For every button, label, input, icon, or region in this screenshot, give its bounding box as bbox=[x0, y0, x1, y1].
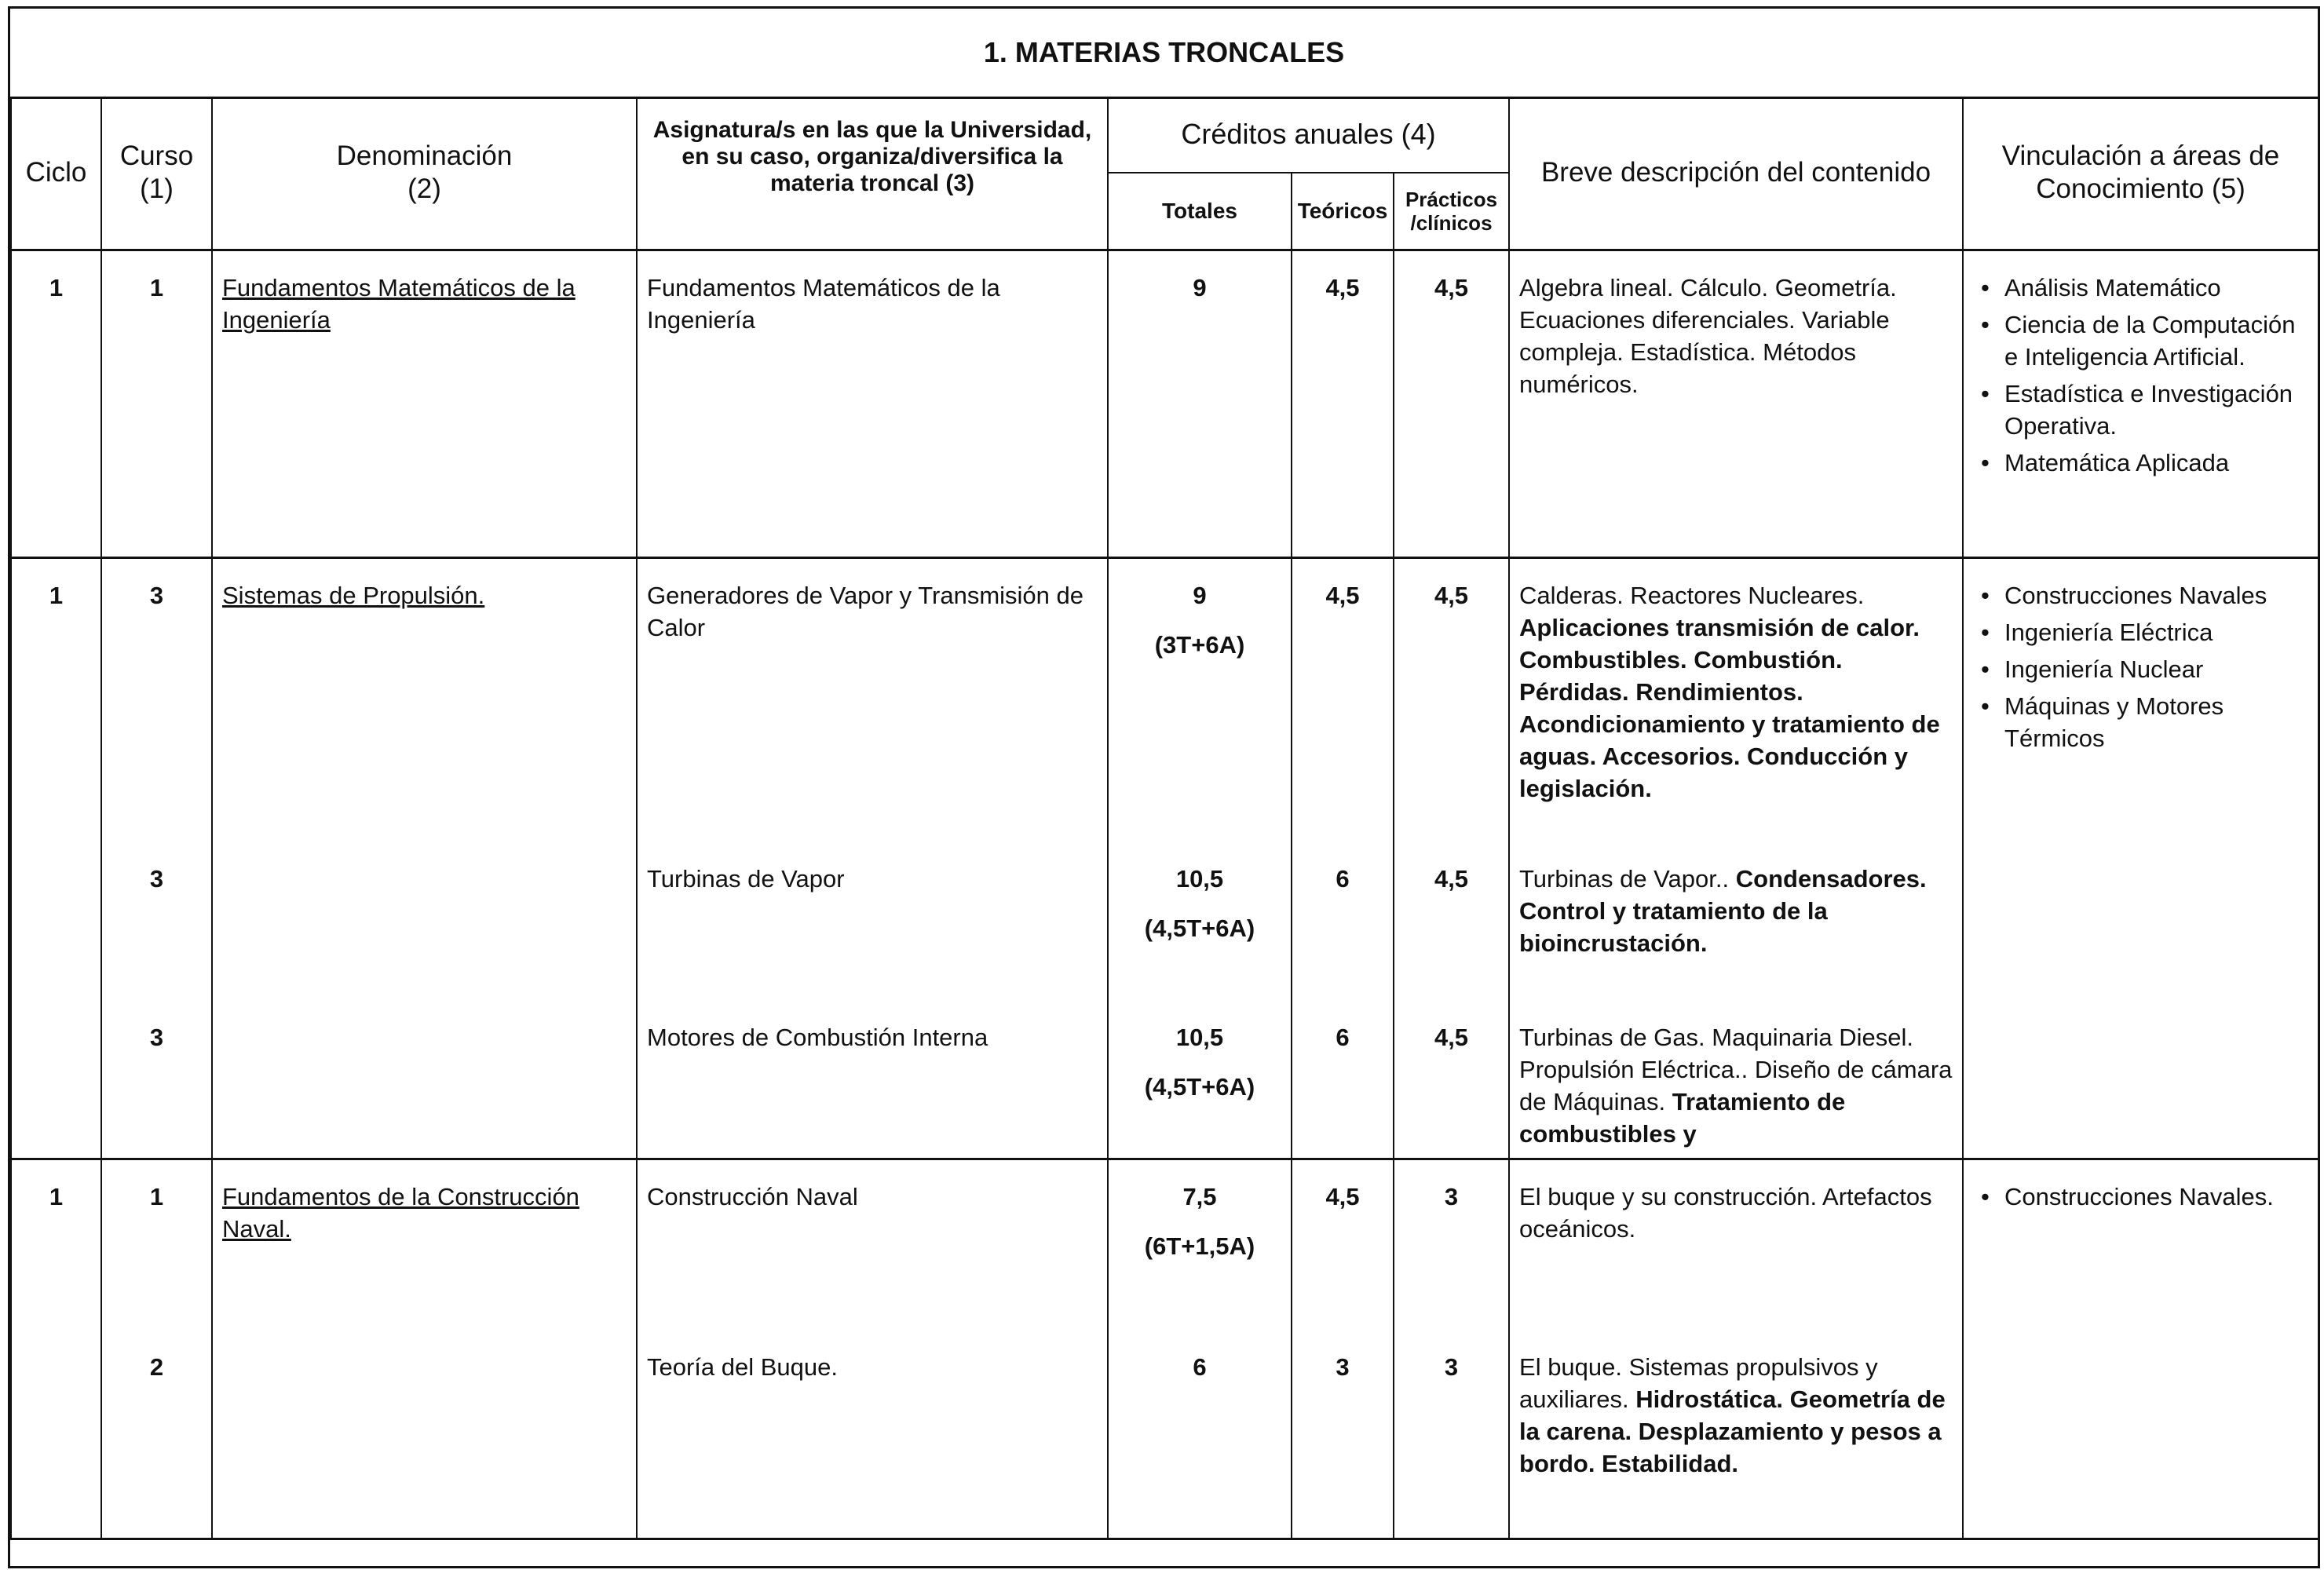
descripcion-bold-text: Hidrostática. Geometría de la carena. Desplazamiento y pesos a bordo. Estabilidad. bbox=[1519, 1385, 1946, 1477]
cell-curso: 3 bbox=[101, 842, 212, 1001]
cell-descripcion bbox=[1509, 1001, 1963, 1159]
descripcion-text: Calderas. Reactores Nucleares. bbox=[1519, 582, 1865, 609]
cell-ciclo bbox=[11, 1331, 101, 1539]
cell-vinculacion bbox=[1963, 1001, 2319, 1159]
header-ciclo: Ciclo bbox=[11, 97, 101, 250]
table-row bbox=[11, 250, 2319, 558]
cell-totales bbox=[1108, 1001, 1292, 1159]
cell-ciclo bbox=[11, 1001, 101, 1159]
cell-teoricos: 3 bbox=[1292, 1331, 1394, 1539]
header-curso bbox=[101, 97, 212, 250]
cell-practicos: 4,5 bbox=[1394, 1001, 1509, 1159]
cell-asignatura: Generadores de Vapor y Transmisión de Calor bbox=[637, 558, 1108, 842]
cell-teoricos: 4,5 bbox=[1292, 1159, 1394, 1331]
table-row bbox=[11, 1331, 2319, 1539]
cell-asignatura: Teoría del Buque. bbox=[637, 1331, 1108, 1539]
area-item: • Ciencia de la Computación e Inteligencia Artificial. bbox=[2004, 308, 2311, 373]
area-item: • Estadística e Investigación Operativa. bbox=[2004, 378, 2311, 442]
totales-value: 9 bbox=[1193, 582, 1207, 609]
descripcion-text: El buque. Sistemas propulsivos y auxiliares. bbox=[1519, 1352, 1878, 1413]
cell-curso: 3 bbox=[101, 558, 212, 842]
header-denominacion-note: (2) bbox=[407, 173, 441, 204]
header-descripcion: Breve descripción del contenido bbox=[1509, 97, 1963, 250]
area-item: • Ingeniería Eléctrica bbox=[2004, 616, 2311, 648]
table-row bbox=[11, 842, 2319, 1001]
cell-practicos: 3 bbox=[1394, 1331, 1509, 1539]
areas-list bbox=[1973, 1181, 2311, 1213]
descripcion-text: Turbinas de Vapor.. bbox=[1519, 864, 1730, 893]
cell-totales bbox=[1108, 558, 1292, 842]
totales-detail: (4,5T+6A) bbox=[1144, 914, 1255, 942]
cell-practicos: 4,5 bbox=[1394, 250, 1509, 558]
denominacion-text: Fundamentos de la Construcción Naval. bbox=[222, 1183, 579, 1243]
cell-denominacion bbox=[212, 1001, 637, 1159]
cell-ciclo: 1 bbox=[11, 1159, 101, 1331]
descripcion-bold-text: Aplicaciones transmisión de calor. Combustibles. Combustión. Pérdidas. Rendimientos. Acondicionamiento y tratamiento de aguas. Accesorios. Conducción y legislación. bbox=[1519, 614, 1940, 802]
header-creditos: Créditos anuales (4) bbox=[1108, 97, 1509, 173]
cell-ciclo: 1 bbox=[11, 250, 101, 558]
cell-descripcion bbox=[1509, 1331, 1963, 1539]
cell-totales bbox=[1108, 842, 1292, 1001]
cell-totales bbox=[1108, 1331, 1292, 1539]
descripcion-text: Algebra lineal. Cálculo. Geometría. Ecuaciones diferenciales. Variable compleja. Estadística. Métodos numéricos. bbox=[1519, 274, 1897, 398]
cell-asignatura: Construcción Naval bbox=[637, 1159, 1108, 1331]
header-denominacion-label: Denominación bbox=[336, 141, 513, 171]
areas-list bbox=[1973, 579, 2311, 754]
descripcion-text: El buque y su construcción. Artefactos oceánicos. bbox=[1519, 1183, 1932, 1243]
area-item: • Ingeniería Nuclear bbox=[2004, 653, 2311, 685]
header-totales: Totales bbox=[1108, 173, 1292, 250]
table-row bbox=[11, 1001, 2319, 1159]
cell-asignatura: Motores de Combustión Interna bbox=[637, 1001, 1108, 1159]
cell-denominacion bbox=[212, 1159, 637, 1331]
table-body bbox=[11, 250, 2319, 1539]
cell-totales bbox=[1108, 250, 1292, 558]
descripcion-text: Turbinas de Gas. Maquinaria Diesel. Propulsión Eléctrica.. Diseño de cámara de Máquinas. bbox=[1519, 1023, 1953, 1115]
descripcion-bold-text: Tratamiento de combustibles y bbox=[1519, 1087, 1846, 1148]
document-sheet bbox=[8, 6, 2320, 1568]
area-item: • Construcciones Navales bbox=[2004, 579, 2311, 611]
cell-teoricos: 6 bbox=[1292, 842, 1394, 1001]
cell-descripcion bbox=[1509, 1159, 1963, 1331]
header-teoricos: Teóricos bbox=[1292, 173, 1394, 250]
cell-asignatura: Turbinas de Vapor bbox=[637, 842, 1108, 1001]
area-item: • Máquinas y Motores Térmicos bbox=[2004, 690, 2311, 754]
totales-detail: (6T+1,5A) bbox=[1144, 1232, 1255, 1260]
header-asignaturas: Asignatura/s en las que la Universidad, en su caso, organiza/diversifica la materia troncal (3) bbox=[637, 97, 1108, 250]
cell-vinculacion bbox=[1963, 558, 2319, 842]
cell-curso: 2 bbox=[101, 1331, 212, 1539]
cell-curso: 1 bbox=[101, 250, 212, 558]
cell-teoricos: 4,5 bbox=[1292, 558, 1394, 842]
cell-curso: 3 bbox=[101, 1001, 212, 1159]
totales-detail: (4,5T+6A) bbox=[1144, 1072, 1255, 1101]
totales-value: 9 bbox=[1193, 274, 1207, 301]
cell-totales bbox=[1108, 1159, 1292, 1331]
cell-vinculacion bbox=[1963, 1331, 2319, 1539]
denominacion-text: Sistemas de Propulsión. bbox=[222, 582, 485, 609]
cell-asignatura: Fundamentos Matemáticos de la Ingeniería bbox=[637, 250, 1108, 558]
totales-detail: (3T+6A) bbox=[1154, 631, 1245, 659]
cell-vinculacion bbox=[1963, 842, 2319, 1001]
materias-table bbox=[10, 97, 2319, 1540]
denominacion-text: Fundamentos Matemáticos de la Ingeniería bbox=[222, 274, 576, 334]
cell-teoricos: 6 bbox=[1292, 1001, 1394, 1159]
totales-value: 10,5 bbox=[1175, 864, 1224, 893]
descripcion-bold-text: Condensadores. Control y tratamiento de la bioincrustación. bbox=[1519, 864, 1927, 957]
totales-value: 10,5 bbox=[1175, 1023, 1224, 1051]
area-item: • Construcciones Navales. bbox=[2004, 1181, 2311, 1213]
header-denominacion bbox=[212, 97, 637, 250]
cell-ciclo: 1 bbox=[11, 558, 101, 842]
cell-descripcion bbox=[1509, 250, 1963, 558]
area-item: • Matemática Aplicada bbox=[2004, 447, 2311, 479]
cell-denominacion bbox=[212, 842, 637, 1001]
areas-list bbox=[1973, 272, 2311, 479]
cell-denominacion bbox=[212, 558, 637, 842]
table-row bbox=[11, 558, 2319, 842]
cell-denominacion bbox=[212, 250, 637, 558]
cell-teoricos: 4,5 bbox=[1292, 250, 1394, 558]
cell-descripcion bbox=[1509, 558, 1963, 842]
header-curso-note: (1) bbox=[140, 173, 174, 204]
area-item: • Análisis Matemático bbox=[2004, 272, 2311, 304]
cell-ciclo bbox=[11, 842, 101, 1001]
header-practicos: Prácticos /clínicos bbox=[1394, 173, 1509, 250]
cell-vinculacion bbox=[1963, 1159, 2319, 1331]
cell-practicos: 4,5 bbox=[1394, 558, 1509, 842]
table-row bbox=[11, 1159, 2319, 1331]
page-title: 1. MATERIAS TRONCALES bbox=[10, 9, 2318, 99]
header-vinculacion: Vinculación a áreas de Conocimiento (5) bbox=[1963, 97, 2319, 250]
header-curso-label: Curso bbox=[119, 141, 194, 171]
cell-denominacion bbox=[212, 1331, 637, 1539]
cell-descripcion bbox=[1509, 842, 1963, 1001]
totales-value: 7,5 bbox=[1182, 1183, 1217, 1210]
totales-value: 6 bbox=[1193, 1352, 1207, 1381]
cell-practicos: 4,5 bbox=[1394, 842, 1509, 1001]
cell-vinculacion bbox=[1963, 250, 2319, 558]
cell-curso: 1 bbox=[101, 1159, 212, 1331]
cell-practicos: 3 bbox=[1394, 1159, 1509, 1331]
